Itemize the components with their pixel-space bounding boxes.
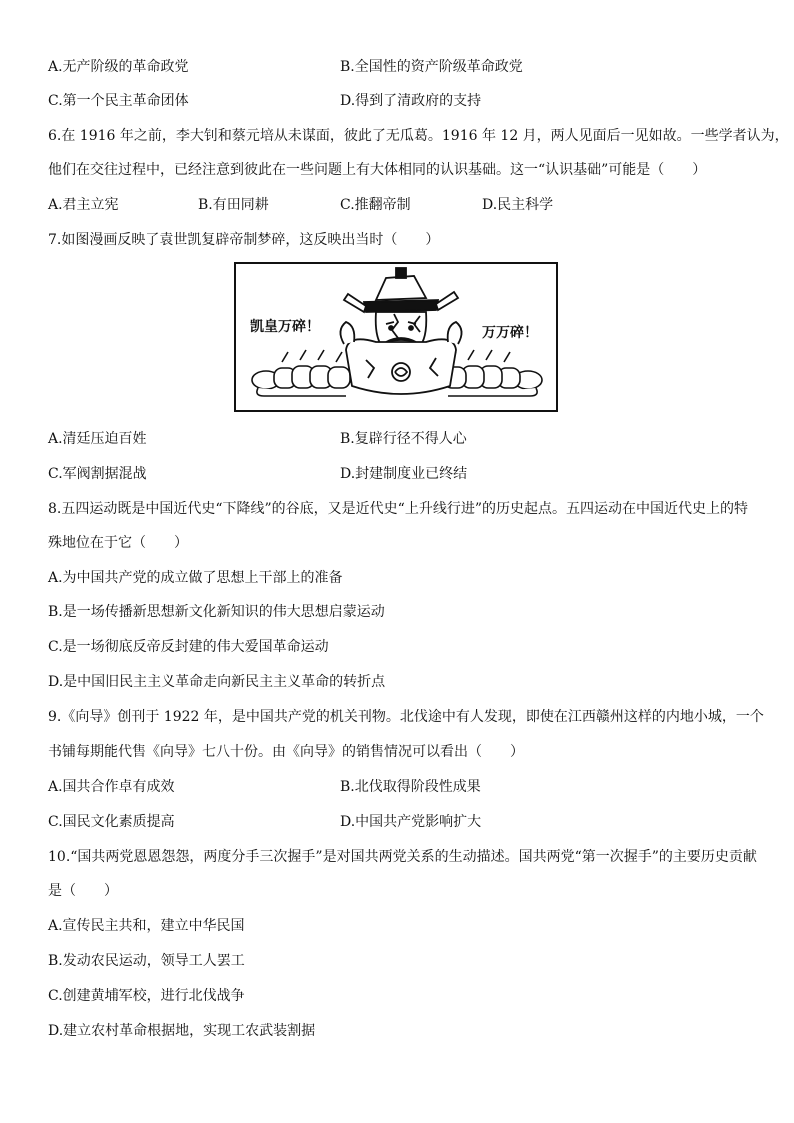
q6-stem-line2: 他们在交往过程中，已经注意到彼此在一些问题上有大体相同的认识基础。这一“认识基础”可能是（ ）: [48, 162, 707, 178]
q6-stem-line1: 6.在 1916 年之前，李大钊和蔡元培从未谋面，彼此了无瓜葛。1916 年 12 月，两人见面后一见如故。一些学者认为，: [48, 128, 789, 144]
q5-option-d[interactable]: D.得到了清政府的支持: [340, 93, 482, 109]
q9-stem-line1: 9.《向导》创刊于 1922 年，是中国共产党的机关刊物。北伐途中有人发现，即使在江西赣州这样的内地小城，一个: [48, 709, 764, 725]
q5-option-b[interactable]: B.全国性的资产阶级革命政党: [340, 59, 523, 75]
q8-stem-line2: 殊地位在于它（ ）: [48, 535, 188, 551]
q7-option-c[interactable]: C.军阀割据混战: [48, 466, 147, 482]
cartoon-left-caption: 凯皇万碎！: [250, 319, 320, 335]
q8-option-b[interactable]: B.是一场传播新思想新文化新知识的伟大思想启蒙运动: [48, 604, 385, 620]
q9-option-d[interactable]: D.中国共产党影响扩大: [340, 814, 482, 830]
q10-stem-line2: 是（ ）: [48, 883, 118, 899]
q8-option-d[interactable]: D.是中国旧民主主义革命走向新民主主义革命的转折点: [48, 674, 386, 690]
cartoon-right-caption: 万万碎！: [482, 325, 538, 341]
q5-option-c[interactable]: C.第一个民主革命团体: [48, 93, 189, 109]
q7-option-b[interactable]: B.复辟行径不得人心: [340, 431, 467, 447]
q7-stem: 7.如图漫画反映了袁世凯复辟帝制梦碎，这反映出当时（ ）: [48, 232, 440, 248]
q5-option-a[interactable]: A.无产阶级的革命政党: [48, 59, 189, 75]
q10-stem-line1: 10.“国共两党恩恩怨怨，两度分手三次握手”是对国共两党关系的生动描述。国共两党“第一次握手”的主要历史贡献: [48, 849, 757, 865]
q6-option-d[interactable]: D.民主科学: [482, 197, 554, 213]
q8-stem-line1: 8.五四运动既是中国近代史“下降线”的谷底，又是近代史“上升线行进”的历史起点。五四运动在中国近代史上的特: [48, 501, 748, 517]
q10-option-c[interactable]: C.创建黄埔军校，进行北伐战争: [48, 988, 245, 1004]
q7-option-d[interactable]: D.封建制度业已终结: [340, 466, 468, 482]
q6-option-a[interactable]: A.君主立宪: [48, 197, 119, 213]
q9-stem-line2: 书铺每期能代售《向导》七八十份。由《向导》的销售情况可以看出（ ）: [48, 744, 524, 760]
q10-option-a[interactable]: A.宣传民主共和，建立中华民国: [48, 918, 245, 934]
yuan-shikai-cartoon: [234, 262, 558, 412]
q9-option-b[interactable]: B.北伐取得阶段性成果: [340, 779, 481, 795]
q6-option-c[interactable]: C.推翻帝制: [340, 197, 411, 213]
q9-option-c[interactable]: C.国民文化素质提高: [48, 814, 175, 830]
q9-option-a[interactable]: A.国共合作卓有成效: [48, 779, 175, 795]
q6-option-b[interactable]: B.有田同耕: [198, 197, 269, 213]
q8-option-c[interactable]: C.是一场彻底反帝反封建的伟大爱国革命运动: [48, 639, 329, 655]
q10-option-d[interactable]: D.建立农村革命根据地，实现工农武装割据: [48, 1023, 316, 1039]
q7-option-a[interactable]: A.清廷压迫百姓: [48, 431, 147, 447]
q10-option-b[interactable]: B.发动农民运动，领导工人罢工: [48, 953, 245, 969]
q8-option-a[interactable]: A.为中国共产党的成立做了思想上干部上的准备: [48, 570, 343, 586]
